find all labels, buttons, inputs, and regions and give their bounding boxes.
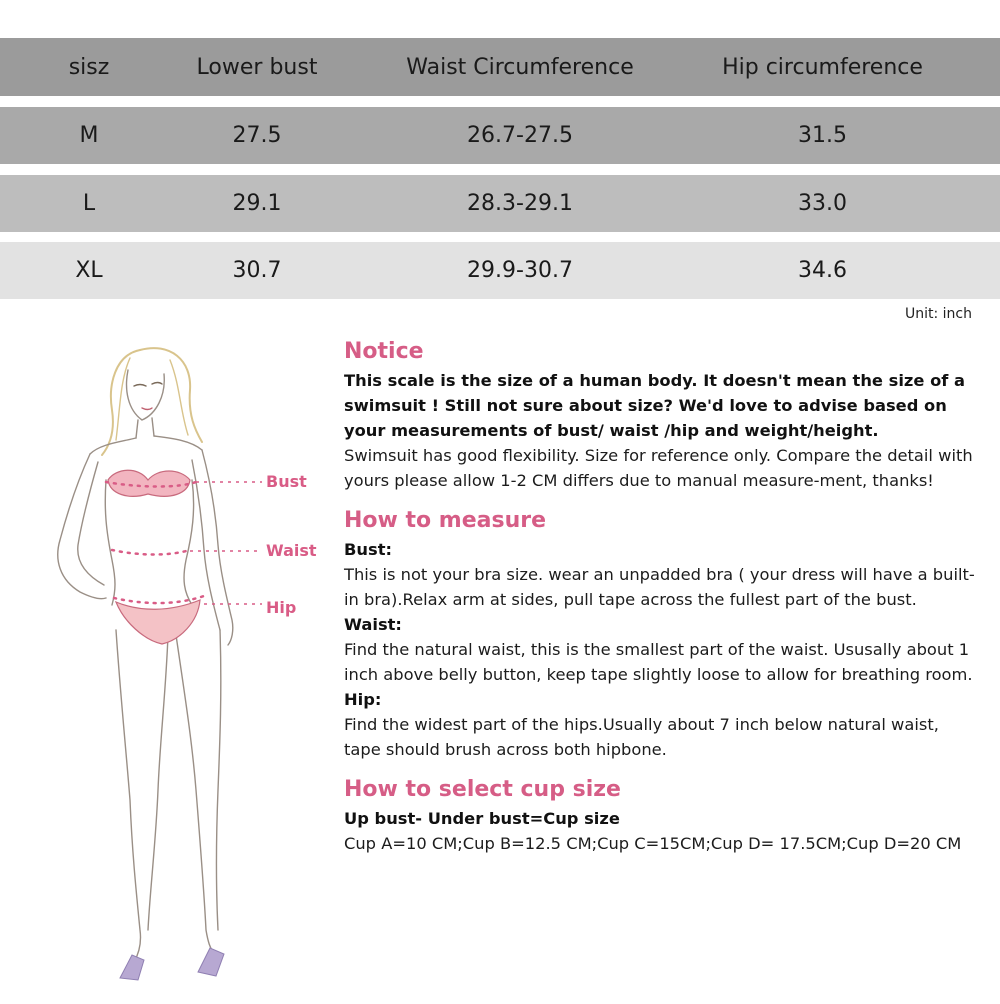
table-cell: 26.7-27.5 [467,123,573,148]
measure-section [344,507,980,762]
table-header-row [0,38,1000,96]
table-cell: 28.3-29.1 [467,191,573,216]
cup-heading: How to select cup size [344,777,621,802]
bust-label: Bust [266,472,307,491]
table-cell: 29.9-30.7 [467,258,573,283]
waist-title: Waist: [344,615,402,634]
table-row [0,107,1000,164]
waist-text: Find the natural waist, this is the smallest part of the waist. Ususally about 1 inch above belly button, keep tape slightly loose to allow for breathing room. [344,640,973,684]
table-cell: 34.6 [798,258,847,283]
notice-heading: Notice [344,339,424,364]
notice-text: Swimsuit has good flexibility. Size for reference only. Compare the detail with yours please allow 1-2 CM differs due to manual measure-ment, thanks! [344,446,973,490]
table-cell: 29.1 [232,191,282,216]
table-cell: 27.5 [232,123,282,148]
table-cell: 31.5 [798,123,847,148]
header-cell: Lower bust [196,54,318,80]
bust-title: Bust: [344,540,392,559]
fashion-sketch-illustration [20,330,340,1000]
bust-text: This is not your bra size. wear an unpadded bra ( your dress will have a built-in bra).Relax arm at sides, pull tape across the fullest part of the bust. [344,565,975,609]
table-row [0,242,1000,299]
header-cell: sisz [68,54,110,80]
table-cell: 30.7 [232,258,282,283]
notice-bold-text: This scale is the size of a human body. It doesn't mean the size of a swimsuit ! Still not sure about size? We'd love to advise based on your measurements of bust/ waist /hip and weight/height. [344,371,966,440]
unit-label: Unit: inch [905,306,972,322]
table-row [0,175,1000,232]
table-cell: XL [75,258,103,283]
cup-text: Cup A=10 CM;Cup B=12.5 CM;Cup C=15CM;Cup D= 17.5CM;Cup D=20 CM [344,834,962,853]
instructions-column [344,338,980,870]
header-cell: Hip circumference [722,54,923,80]
hip-text: Find the widest part of the hips.Usually about 7 inch below natural waist, tape should brush across both hipbone. [344,715,939,759]
cup-section [344,776,980,856]
measure-heading: How to measure [344,508,547,533]
waist-label: Waist [266,541,317,560]
header-cell: Waist Circumference [406,54,634,80]
body-measurement-figure [20,330,340,1000]
cup-formula: Up bust- Under bust=Cup size [344,809,620,828]
hip-title: Hip: [344,690,382,709]
table-cell: M [79,123,99,148]
table-cell: L [82,191,96,216]
hip-label: Hip [266,598,297,617]
notice-section [344,338,980,493]
table-cell: 33.0 [798,191,847,216]
